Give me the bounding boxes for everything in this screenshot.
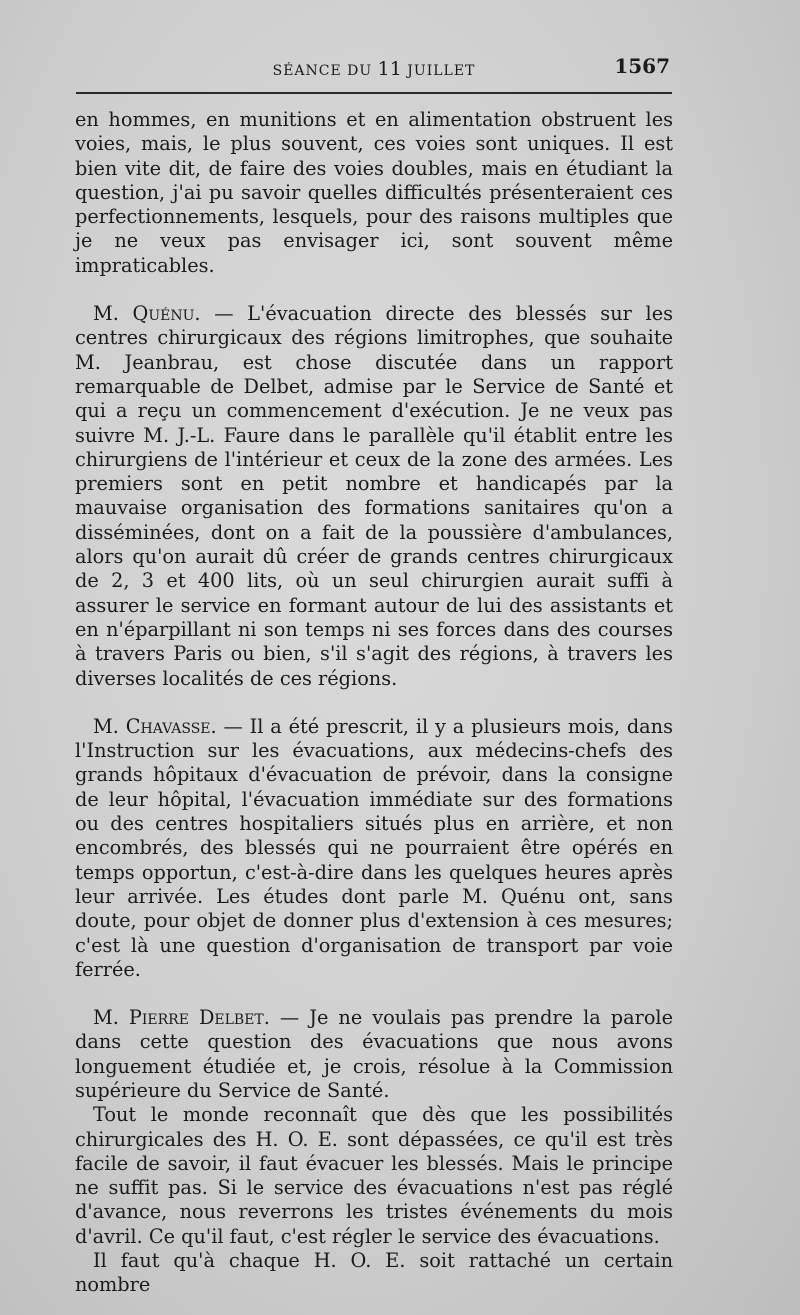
paragraph-text: — Il a été prescrit, il y a plusieurs mois, dans l'Instruction sur les évacuations, aux médecins-chefs des grands hôpitaux d'évacuation de prévoir, dans la consigne de leur hôpital, l'évacuation immédiate sur des formations ou des centres hospitaliers situés plus en arrière, et non encombrés, des blessés qui ne pourraient être opérés en temps opportun, c'est-à-dire dans les quelques heures après leur arrivée. Les études dont parle M. Quénu ont, sans doute, pour objet de donner plus d'extension à ces mesures; c'est là une question d'organisation de transport par voie ferrée. [75, 714, 673, 981]
page-header [76, 54, 672, 84]
page-number: 1567 [614, 54, 670, 78]
running-title-pre: SÉANCE DU [272, 63, 373, 79]
speaker-name: M. Quénu. [93, 302, 201, 326]
page-body [75, 108, 673, 1298]
running-title-day: 11 [377, 58, 402, 80]
paragraph-text: en hommes, en munitions et en alimentation obstruent les voies, mais, le plus souvent, ces voies sont uniques. Il est bien vite dit, de faire des voies doubles, mais en étudiant la question, j'ai pu savoir quelles difficultés présenteraient ces perfectionnements, lesquels, pour des raisons multiples que je ne veux pas envisager ici, sont souvent même impraticables. [75, 108, 673, 277]
paragraph-text: Il faut qu'à chaque H. O. E. soit rattaché un certain nombre [75, 1249, 673, 1297]
paragraph-chavasse [75, 715, 673, 982]
paragraph-text: Tout le monde reconnaît que dès que les possibilités chirurgicales des H. O. E. sont dépassées, ce qu'il est très facile de savoir, il faut évacuer les blessés. Mais le principe ne suffit pas. Si le service des évacuations n'est pas réglé d'avance, nous reverrons les tristes événements du mois d'avril. Ce qu'il faut, c'est régler le service des évacuations. [75, 1103, 673, 1248]
paragraph-text: — L'évacuation directe des blessés sur les centres chirurgicaux des régions limitrophes, que souhaite M. Jeanbrau, est chose discutée dans un rapport remarquable de Delbet, admise par le Service de Santé et qui a reçu un commencement d'exécution. Je ne veux pas suivre M. J.-L. Faure dans le parallèle qu'il établit entre les chirurgiens de l'intérieur et ceux de la zone des armées. Les premiers sont en petit nombre et handicapés par la mauvaise organisation des formations sanitaires qu'on a disséminées, dont on a fait de la poussière d'ambulances, alors qu'on aurait dû créer de grands centres chirurgicaux de 2, 3 et 400 lits, où un seul chirurgien aurait suffi à assurer le service en formant autour de lui des assistants et en n'éparpillant ni son temps ni ses forces dans des courses à travers Paris ou bien, s'il s'agit des régions, à travers les diverses localités de ces régions. [75, 302, 674, 690]
header-rule [76, 92, 672, 94]
paragraph-continuation [75, 108, 673, 278]
paragraph-quenu [75, 302, 673, 691]
running-title-month: JUILLET [407, 63, 476, 79]
running-title [76, 58, 672, 80]
speaker-name: M. Pierre Delbet. [93, 1006, 270, 1030]
paragraph-delbet [75, 1006, 673, 1103]
paragraph-text: — Je ne voulais pas prendre la parole dans cette question des évacuations que nous avons longuement étudiée et, je crois, résolue à la Commission supérieure du Service de Santé. [75, 1006, 673, 1102]
paragraph-delbet-2 [75, 1103, 673, 1249]
speaker-name: M. Chavasse. [93, 714, 217, 738]
paragraph-delbet-3 [75, 1249, 673, 1298]
